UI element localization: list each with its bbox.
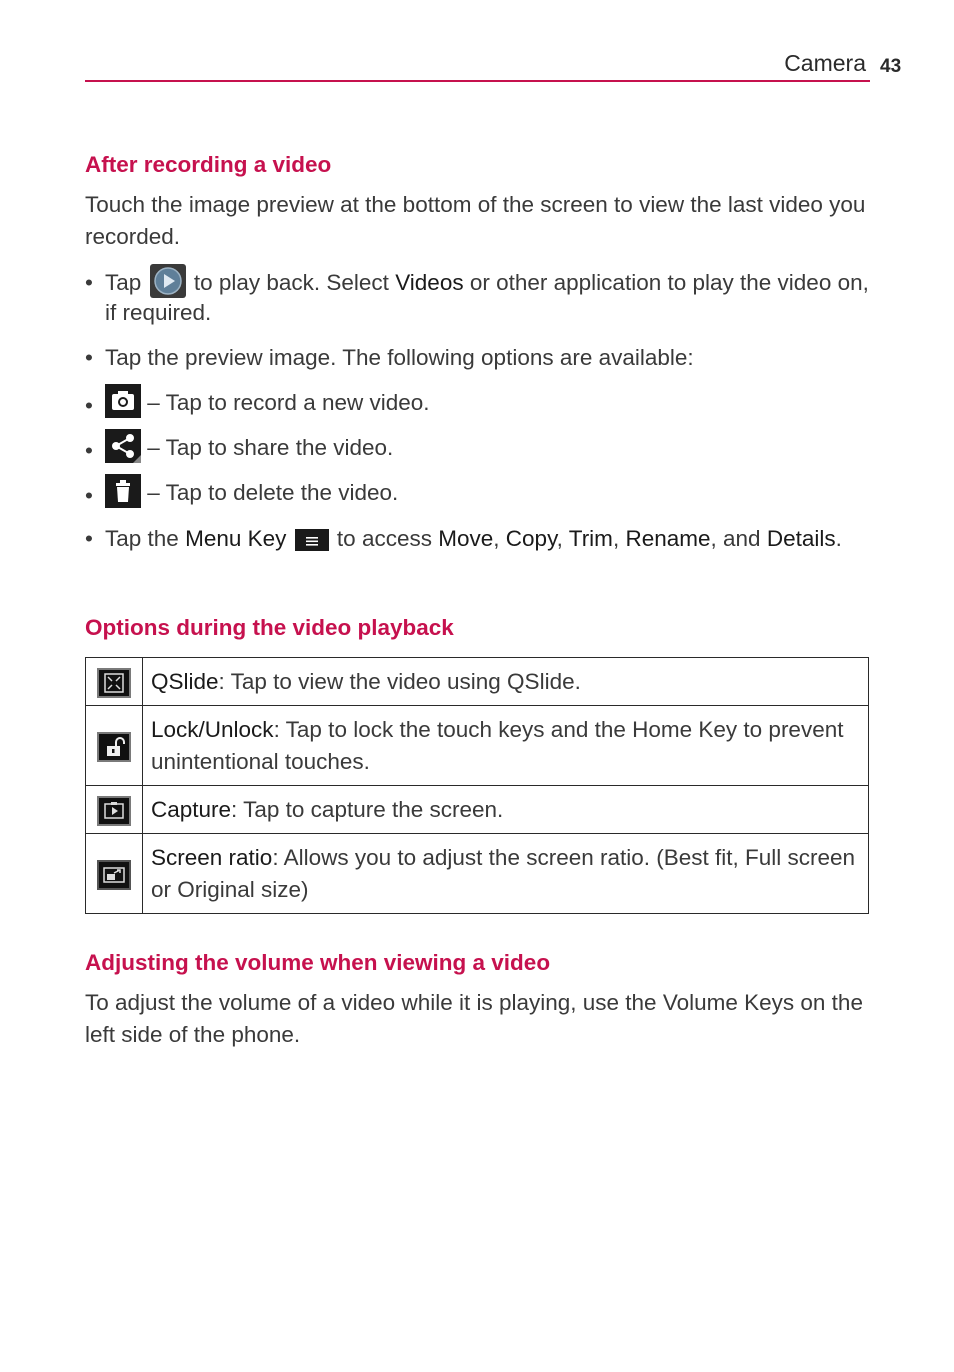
section-title: Camera (784, 50, 866, 76)
lock-unlock-icon[interactable] (97, 732, 131, 762)
bullet-dot: • (85, 393, 93, 418)
option-trim: Trim (568, 526, 613, 551)
table-icon-cell (86, 786, 143, 834)
bullet-preview-text: Tap the preview image. The following options are available: (105, 345, 694, 370)
option-move: Move (438, 526, 494, 551)
bullet-dot: • (85, 526, 93, 551)
table-row (86, 786, 869, 834)
bullet-share-text (105, 433, 875, 463)
period: . (835, 526, 842, 551)
bullet-record-label: – Tap to record a new video. (147, 390, 430, 415)
heading-after-recording: After recording a video (85, 152, 332, 177)
conjunction: , and (710, 526, 761, 551)
playback-options-table (85, 657, 869, 914)
camera-icon[interactable] (105, 384, 141, 418)
bullet-dot: • (85, 438, 93, 463)
bullet-delete-text (105, 478, 875, 508)
table-text-cell (143, 706, 869, 786)
share-icon[interactable] (105, 429, 141, 463)
capture-icon[interactable] (97, 796, 131, 826)
option-details: Details (766, 526, 836, 551)
menu-icon[interactable] (295, 529, 329, 551)
play-icon[interactable] (150, 264, 186, 298)
comma: , (493, 526, 500, 551)
table-text-cell (143, 658, 869, 706)
option-copy: Copy (505, 526, 557, 551)
table-text-cell (143, 834, 869, 914)
bullet-play-mid: to play back. Select (193, 270, 389, 295)
table-icon-cell (86, 834, 143, 914)
trash-icon[interactable] (105, 474, 141, 508)
comma: , (556, 526, 563, 551)
table-icon-cell (86, 706, 143, 786)
lock-unlock-desc: : Tap to lock the touch keys and the Home Key to prevent unintentional touches. (151, 716, 844, 774)
bullet-play-pre: Tap (105, 270, 142, 295)
menu-key-label: Menu Key (185, 526, 287, 551)
screen-ratio-icon[interactable] (97, 860, 131, 890)
videos-app-name: Videos (395, 270, 464, 295)
bullet-record-text (105, 388, 875, 418)
heading-playback-options: Options during the video playback (85, 615, 454, 640)
qslide-term: QSlide (151, 668, 219, 694)
bullet-delete-label: – Tap to delete the video. (147, 480, 399, 505)
heading-adjust-volume: Adjusting the volume when viewing a video (85, 950, 551, 975)
bullet-dot: • (85, 345, 93, 370)
header-rule (85, 80, 870, 82)
bullet-play-post: or other application to play the video on, if required. (105, 270, 869, 326)
screen-ratio-desc: : Allows you to adjust the screen ratio. (Best fit, Full screen or Original size) (151, 844, 856, 902)
comma: , (612, 526, 620, 551)
page-number: 43 (880, 56, 902, 77)
capture-term: Capture (151, 796, 232, 822)
option-rename: Rename (625, 526, 711, 551)
intro-paragraph: Touch the image preview at the bottom of the screen to view the last video you recorded. (85, 192, 866, 249)
bullet-menu-pre: Tap the (105, 526, 179, 551)
qslide-desc: : Tap to view the video using QSlide. (218, 668, 581, 694)
capture-desc: : Tap to capture the screen. (231, 796, 504, 822)
bullet-menu-mid: to access (336, 526, 432, 551)
table-row (86, 706, 869, 786)
bullet-dot: • (85, 483, 93, 508)
screen-ratio-term: Screen ratio (151, 844, 273, 870)
bullet-dot: • (85, 270, 93, 295)
bullet-play-text (105, 268, 875, 328)
table-row (86, 658, 869, 706)
bullet-menu-text (105, 523, 875, 555)
table-icon-cell (86, 658, 143, 706)
volume-paragraph: To adjust the volume of a video while it is playing, use the Volume Keys on the left side of the phone. (85, 990, 863, 1047)
bullet-share-label: – Tap to share the video. (147, 435, 394, 460)
table-text-cell (143, 786, 869, 834)
lock-unlock-term: Lock/Unlock (151, 716, 274, 742)
table-row (86, 834, 869, 914)
qslide-icon[interactable] (97, 668, 131, 698)
